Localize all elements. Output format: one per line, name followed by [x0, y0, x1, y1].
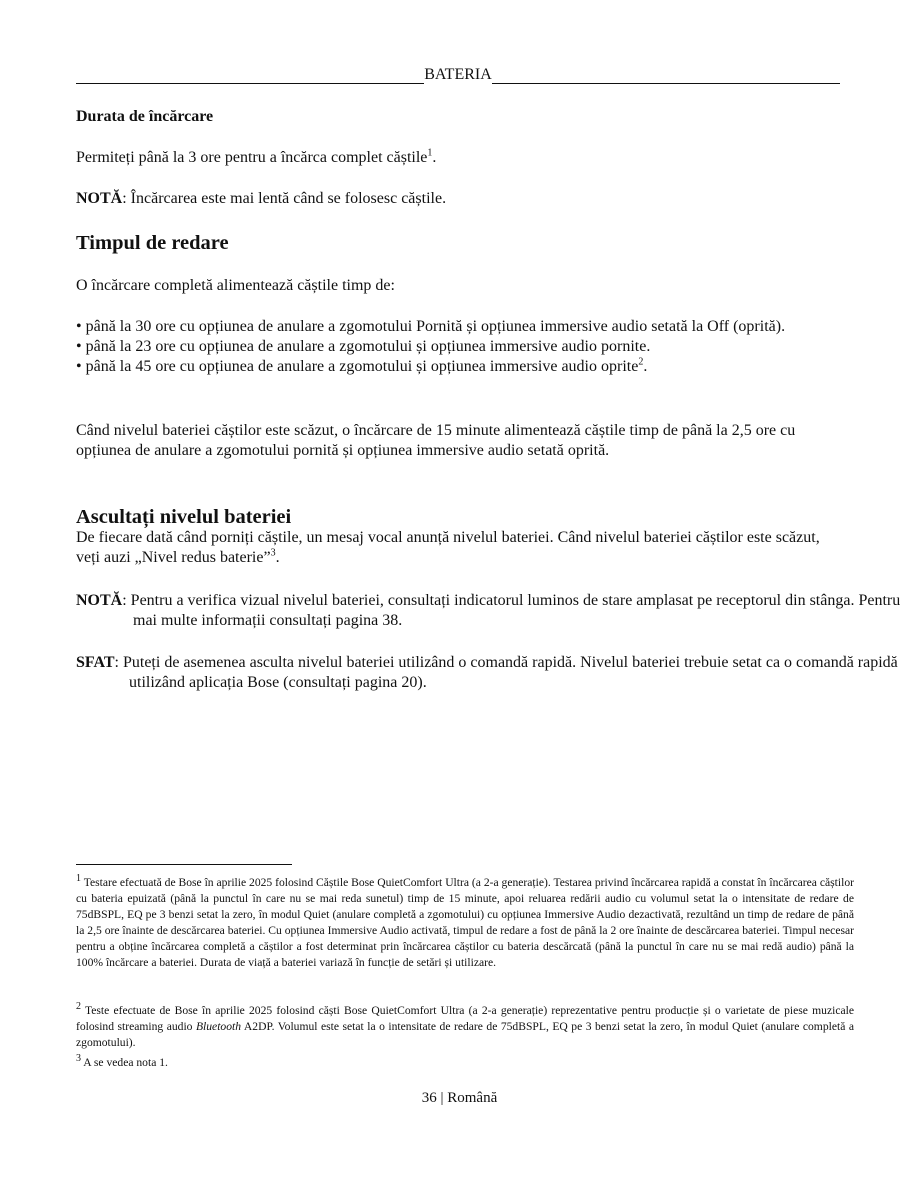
footnote-text: A se vedea nota 1.: [83, 1056, 168, 1069]
footnote-italic: Bluetooth: [195, 1020, 242, 1033]
footnote-text: Teste efectuate de Bose în aprilie 2025 folosind căști Bose QuietComfort Ultra (a 2-a generație) reprezentative pentru producție și o varietate de piese muzicale folosind streaming audio: [76, 1004, 854, 1033]
note-label: NOTĂ: [76, 592, 123, 609]
bullet-item: • până la 23 ore cu opțiunea de anulare a zgomotului și opțiunea immersive audio pornite.: [76, 338, 651, 355]
bullet-text: • până la 45 ore cu opțiunea de anulare a zgomotului și opțiunea immersive audio oprite: [76, 358, 639, 375]
listen-note: [76, 591, 903, 631]
footnote-number: 1: [76, 873, 81, 885]
listen-text-body: De fiecare dată când porniți căștile, un mesaj vocal anunță nivelul bateriei. Când nivelul bateriei căștilor este scăzut, veți auzi „Nivel redus baterie”: [76, 529, 820, 566]
charging-text-body: Permiteți până la 3 ore pentru a încărca complet căștile: [76, 149, 428, 166]
charging-note: [76, 189, 846, 209]
listen-heading: Ascultați nivelul bateriei: [76, 506, 292, 528]
footnote-1: [76, 875, 854, 971]
note-label: NOTĂ: [76, 190, 123, 207]
footnote-number: 2: [76, 1001, 81, 1013]
footnote-ref: 3: [270, 547, 276, 559]
note-text: : Încărcarea este mai lentă când se folosesc căștile.: [122, 190, 447, 207]
footnote-text: A2DP. Volumul este setat la o intensitate de redare de 75dBSPL, EQ pe 3 benzi setat la zero, în modul Quiet (anulare completă a zgomotului).: [76, 1020, 854, 1049]
note-text: : Pentru a verifica vizual nivelul bateriei, consultați indicatorul luminos de stare amplasat pe receptorul din stânga. Pentru mai multe informații consultați pagina 38.: [122, 592, 901, 629]
page-footer: 36 | Română: [421, 1090, 498, 1106]
header-title: BATERIA: [424, 66, 492, 83]
playtime-bullets: [76, 317, 846, 377]
header-rule-right: [492, 69, 840, 84]
charging-heading: Durata de încărcare: [76, 108, 214, 125]
listen-tip: [76, 653, 899, 693]
running-header: [76, 66, 840, 84]
footnote-text: Testare efectuată de Bose în aprilie 2025 folosind Căștile Bose QuietComfort Ultra (a 2-a generație). Testarea privind încărcarea rapidă a constat în încărcarea căștilor cu bateria epuizată (până la punctul în care nu se mai reda sunetul) timp de 15 minute, apoi reluarea redării audio cu volumul setat la o intensitate de redare de 75dBSPL, EQ pe 3 benzi setat la zero, în modul Quiet (anulare completă a zgomotului) cu opțiunea Immersive Audio dezactivată, rezultând un timp de redare de până la 2,5 ore înainte de descărcarea bateriei. Cu opțiunea Immersive Audio activată, timpul de redare a fost de până la 2 ore înainte de descărcarea bateriei. Timpul necesar pentru a obține încărcarea completă a căștilor a fost determinat prin încărcarea căștilor cu bateria descărcată (până la punctul în care nu se mai redă audio) până la 100% încărcare a bateriei. Durata de viață a bateriei variază în funcție de setări și utilizare.: [76, 876, 854, 969]
quick-charge-text: Când nivelul bateriei căștilor este scăzut, o încărcare de 15 minute alimentează căștile timp de până la 2,5 ore cu opțiunea de anulare a zgomotului pornită și opțiunea immersive audio setată oprită.: [76, 422, 796, 459]
footnote-rule: [76, 864, 292, 865]
tip-label: SFAT: [76, 654, 115, 671]
tip-text: : Puteți de asemenea asculta nivelul bateriei utilizând o comandă rapidă. Nivelul bateriei trebuie setat ca o comandă rapidă utilizând aplicația Bose (consultați pagina 20).: [114, 654, 898, 691]
footnote-number: 3: [76, 1053, 81, 1065]
playtime-intro: O încărcare completă alimentează căștile timp de:: [76, 277, 395, 294]
bullet-item: • până la 30 ore cu opțiunea de anulare a zgomotului Pornită și opțiunea immersive audio setată la Off (oprită).: [76, 318, 786, 335]
footnote-ref: 2: [638, 356, 644, 368]
listen-text: De fiecare dată când porniți căștile, un mesaj vocal anunță nivelul bateriei. Când nivelul bateriei căștilor este scăzut, veți auzi „Nivel redus baterie”$^3$.: [76, 529, 820, 566]
footnote-3: [76, 1055, 854, 1071]
footnote-2: [76, 1003, 854, 1051]
playtime-heading: Timpul de redare: [76, 232, 229, 254]
bullet-item: • până la 45 ore cu opțiunea de anulare a zgomotului și opțiunea immersive audio oprite$^2$.: [76, 356, 648, 375]
charging-text: Permiteți până la 3 ore pentru a încărca complet căștile$^1$.: [76, 147, 437, 166]
header-rule-left: [76, 69, 424, 84]
footnote-ref: 1: [427, 147, 433, 159]
